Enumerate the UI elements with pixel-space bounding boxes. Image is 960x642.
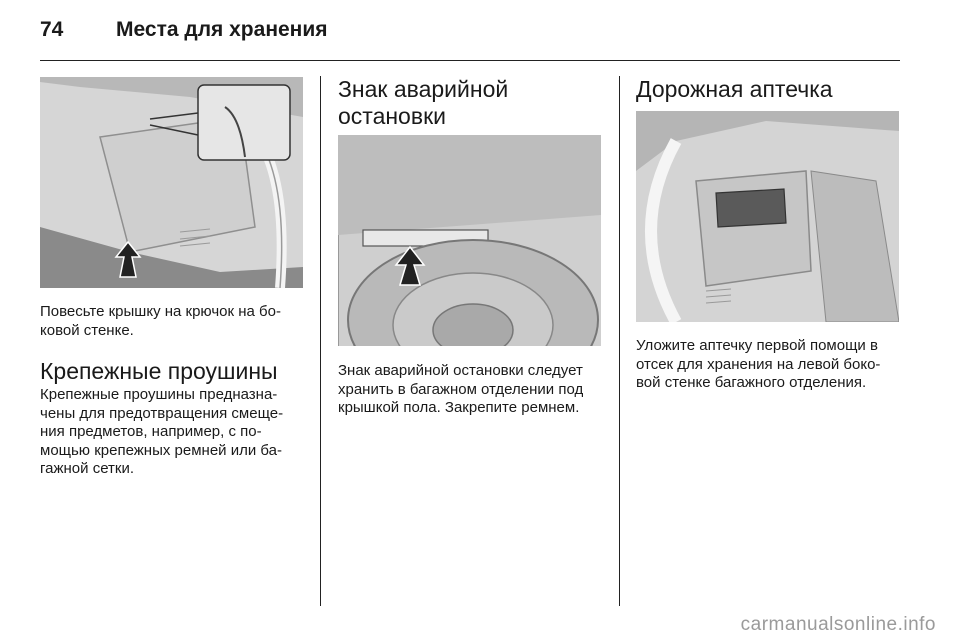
first-aid-kit-illustration: [636, 111, 899, 322]
heading-first-aid-kit: Дорожная аптечка: [636, 76, 833, 102]
header-divider: [40, 60, 900, 61]
first-aid-kit-text: Уложите аптечку первой помощи в отсек для хранения на левой боко- вой стенке багажного отделения.: [636, 337, 881, 391]
heading-tie-down-eyes: Крепежные проушины: [40, 358, 278, 384]
page-number: 74: [40, 18, 64, 41]
warning-triangle-illustration: [338, 135, 601, 346]
column-divider-1: [320, 76, 321, 606]
tie-down-eyes-text: Крепежные проушины предназна- чены для предотвращения смеще- ния предметов, например, с по- мощью крепежных ремней или ба- гажной сетки.: [40, 386, 284, 477]
heading-warning-triangle: Знак аварийной остановки: [338, 76, 509, 129]
watermark: carmanualsonline.info: [740, 614, 936, 635]
warning-triangle-text: Знак аварийной остановки следует хранить в багажном отделении под крышкой пола. Закрепите ремнем.: [338, 362, 584, 416]
section-title: Места для хранения: [116, 18, 328, 41]
column-divider-2: [619, 76, 620, 606]
page-header: [40, 18, 900, 48]
figure-caption-hook: Повесьте крышку на крючок на бо- ковой стенке.: [40, 303, 281, 339]
trunk-cover-hook-illustration: [40, 77, 303, 288]
